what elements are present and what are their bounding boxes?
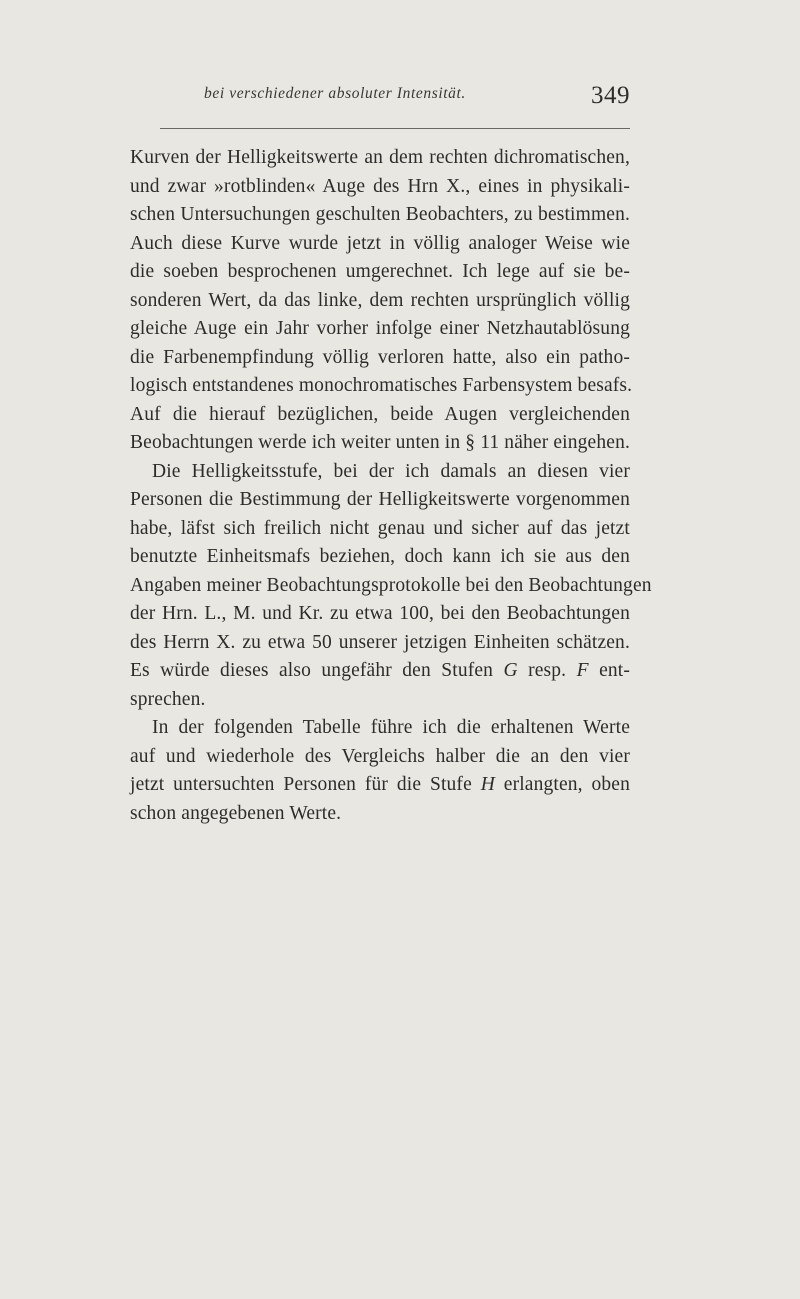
text-line: Beobachtungen werde ich weiter unten in § 11 näher eingehen. <box>130 432 630 453</box>
page-header <box>160 82 630 126</box>
text-line-mixed <box>130 771 630 800</box>
text-line: und zwar »rotblinden« Auge des Hrn X., eines in physikali- <box>130 175 630 197</box>
text-segment: Es würde dieses also ungefähr den Stufen <box>130 660 494 681</box>
text-line-mixed <box>130 657 630 686</box>
text-line: sonderen Wert, da das linke, dem rechten ursprünglich völlig <box>130 289 630 311</box>
text-line: Auf die hierauf bezüglichen, beide Augen vergleichenden <box>130 403 630 425</box>
text-line: des Herrn X. zu etwa 50 unserer jetzigen Einheiten schätzen. <box>130 631 630 653</box>
text-segment: jetzt untersuchten Personen für die Stufe <box>130 774 472 795</box>
text-line: auf und wiederhole des Vergleichs halber die an den vier <box>130 745 630 767</box>
page-number: 349 <box>591 82 630 109</box>
text-line: schen Untersuchungen geschulten Beobachters, zu bestimmen. <box>130 204 630 225</box>
header-rule <box>160 128 630 129</box>
stage-g-symbol: G <box>503 660 518 681</box>
stage-h-symbol: H <box>480 774 495 795</box>
text-line: habe, läfst sich freilich nicht genau und sicher auf das jetzt <box>130 517 630 539</box>
text-segment: erlangten, oben <box>503 774 631 795</box>
text-line: die Farbenempfindung völlig verloren hatte, also ein patho- <box>130 346 630 368</box>
text-line: Personen die Bestimmung der Helligkeitswerte vorgenommen <box>130 489 630 510</box>
text-line: Auch diese Kurve wurde jetzt in völlig analoger Weise wie <box>130 232 630 254</box>
stage-f-symbol: F <box>576 660 589 681</box>
text-line: benutzte Einheitsmafs beziehen, doch kann ich sie aus den <box>130 546 630 567</box>
text-segment: resp. <box>528 660 567 681</box>
text-line: der Hrn. L., M. und Kr. zu etwa 100, bei den Beobachtungen <box>130 603 630 624</box>
text-line: Angaben meiner Beobachtungsprotokolle bei den Beobachtungen <box>130 574 652 596</box>
text-line: schon angegebenen Werte. <box>130 802 342 824</box>
text-line: sprechen. <box>130 688 206 710</box>
text-line: Kurven der Helligkeitswerte an dem rechten dichromatischen, <box>130 147 630 168</box>
text-line: logisch entstandenes monochromatisches Farbensystem besafs. <box>130 375 633 396</box>
running-head: bei verschiedener absoluter Intensität. <box>204 85 466 102</box>
text-line: Die Helligkeitsstufe, bei der ich damals an diesen vier <box>152 460 630 482</box>
text-line: gleiche Auge ein Jahr vorher infolge einer Netzhautablösung <box>130 318 630 339</box>
text-line: In der folgenden Tabelle führe ich die erhaltenen Werte <box>152 717 630 738</box>
text-segment: ent- <box>599 660 630 681</box>
body-text <box>130 144 652 828</box>
text-line: die soeben besprochenen umgerechnet. Ich lege auf sie be- <box>130 261 630 282</box>
